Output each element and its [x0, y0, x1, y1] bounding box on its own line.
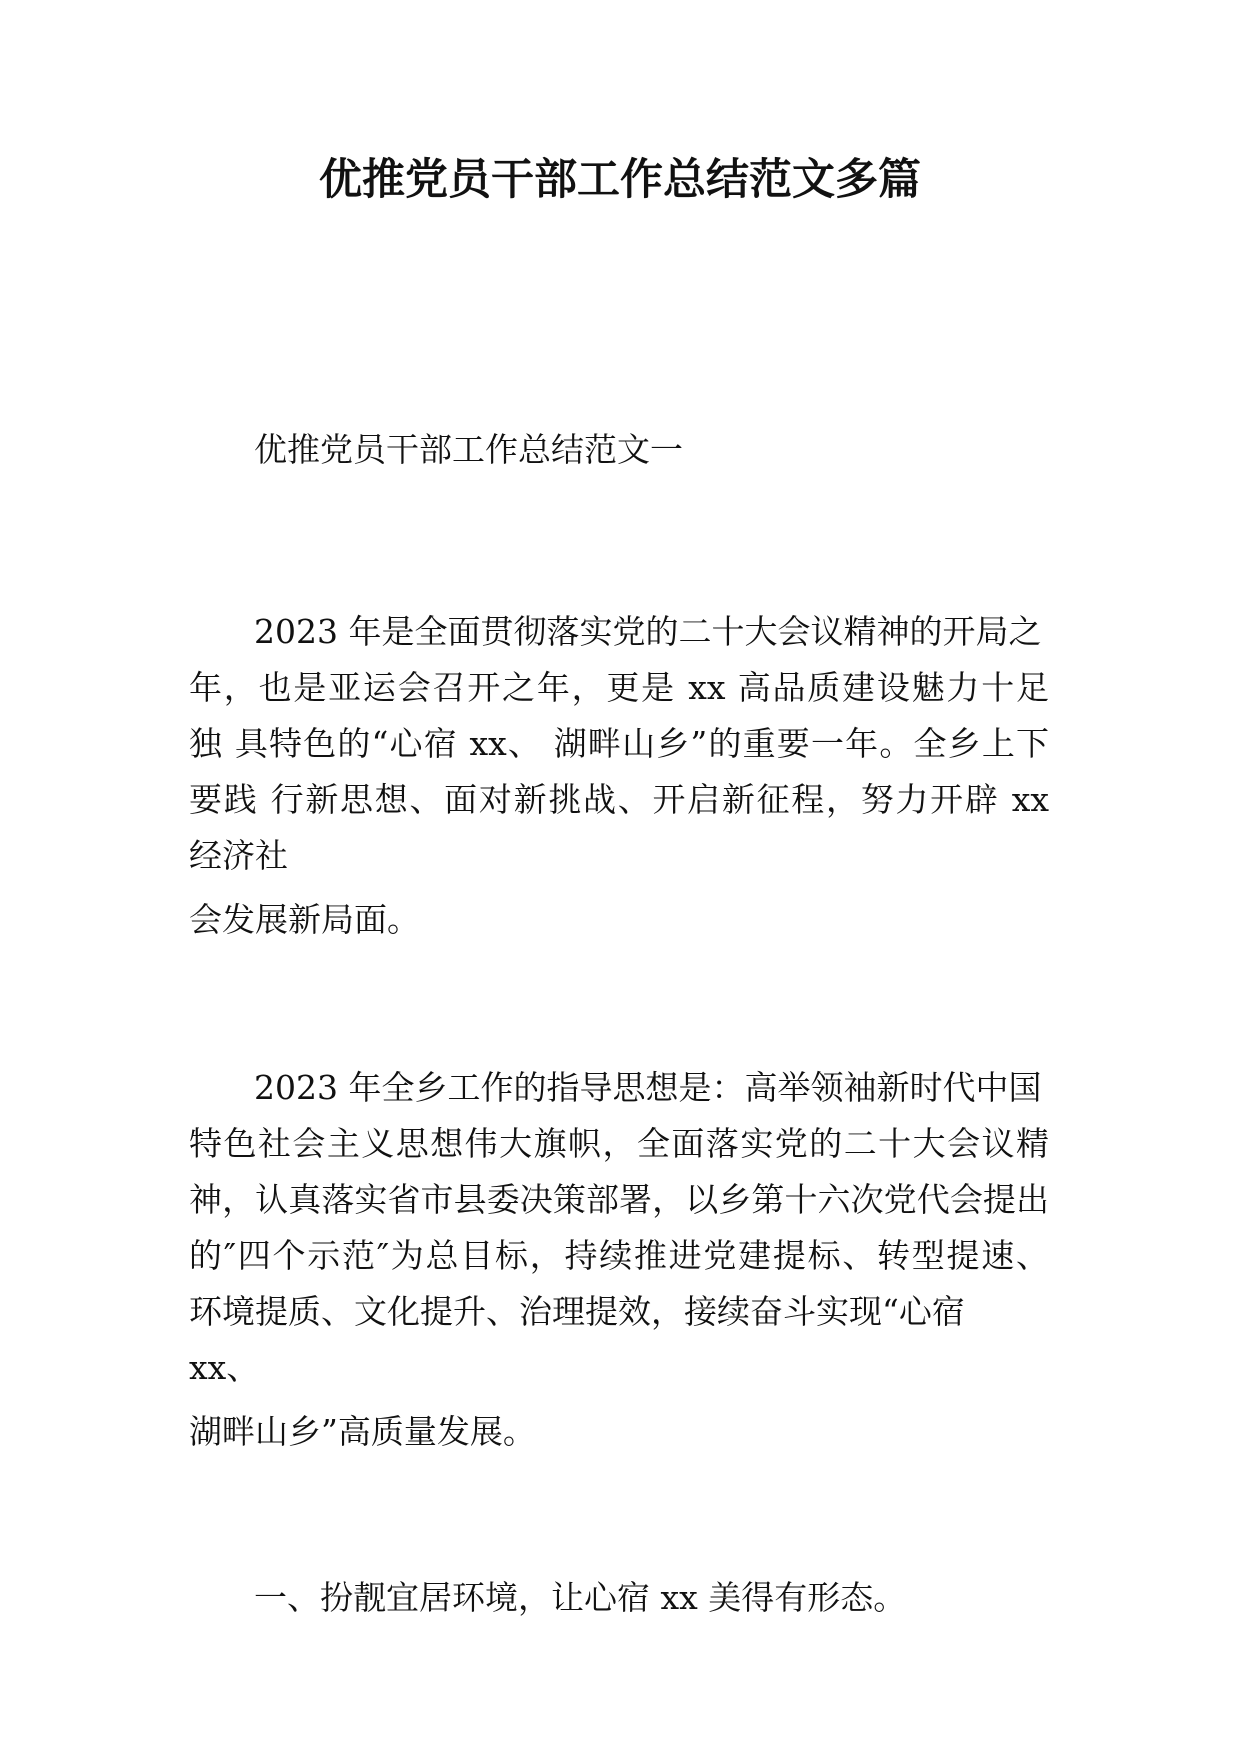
paragraph2-line6: xx、 — [189, 1348, 260, 1387]
paragraph1-line5: 经济社 — [189, 836, 288, 875]
paragraph2-line5: 环境提质、文化提升、治理提效，接续奋斗实现“心宿 — [189, 1292, 965, 1331]
paragraph1-continuation: 会发展新局面。 — [189, 900, 420, 939]
section1-heading: 一、扮靓宜居环境，让心宿 xx 美得有形态。 — [254, 1578, 907, 1617]
paragraph1-line4: 要践 行新思想、面对新挑战、开启新征程，努力开辟 xx — [189, 780, 1049, 819]
document-title: 优推党员干部工作总结范文多篇 — [319, 155, 921, 205]
paragraph1-line2: 年，也是亚运会召开之年，更是 xx 高品质建设魅力十足 — [189, 668, 1049, 707]
paragraph2-line4: 的″四个示范″为总目标，持续推进党建提标、转型提速、 — [189, 1236, 1049, 1275]
paragraph2-line3: 神，认真落实省市县委决策部署，以乡第十六次党代会提出 — [189, 1180, 1049, 1219]
paragraph1-line1: 2023 年是全面贯彻落实党的二十大会议精神的开局之 — [254, 612, 1042, 651]
section-heading: 优推党员干部工作总结范文一 — [254, 430, 683, 469]
paragraph2-line1: 2023 年全乡工作的指导思想是：高举领袖新时代中国 — [254, 1068, 1042, 1107]
paragraph1-line3: 独 具特色的“心宿 xx、 湖畔山乡”的重要一年。全乡上下 — [189, 724, 1049, 763]
paragraph2-continuation: 湖畔山乡”高质量发展。 — [189, 1412, 536, 1451]
paragraph2-line2: 特色社会主义思想伟大旗帜，全面落实党的二十大会议精 — [189, 1124, 1049, 1163]
